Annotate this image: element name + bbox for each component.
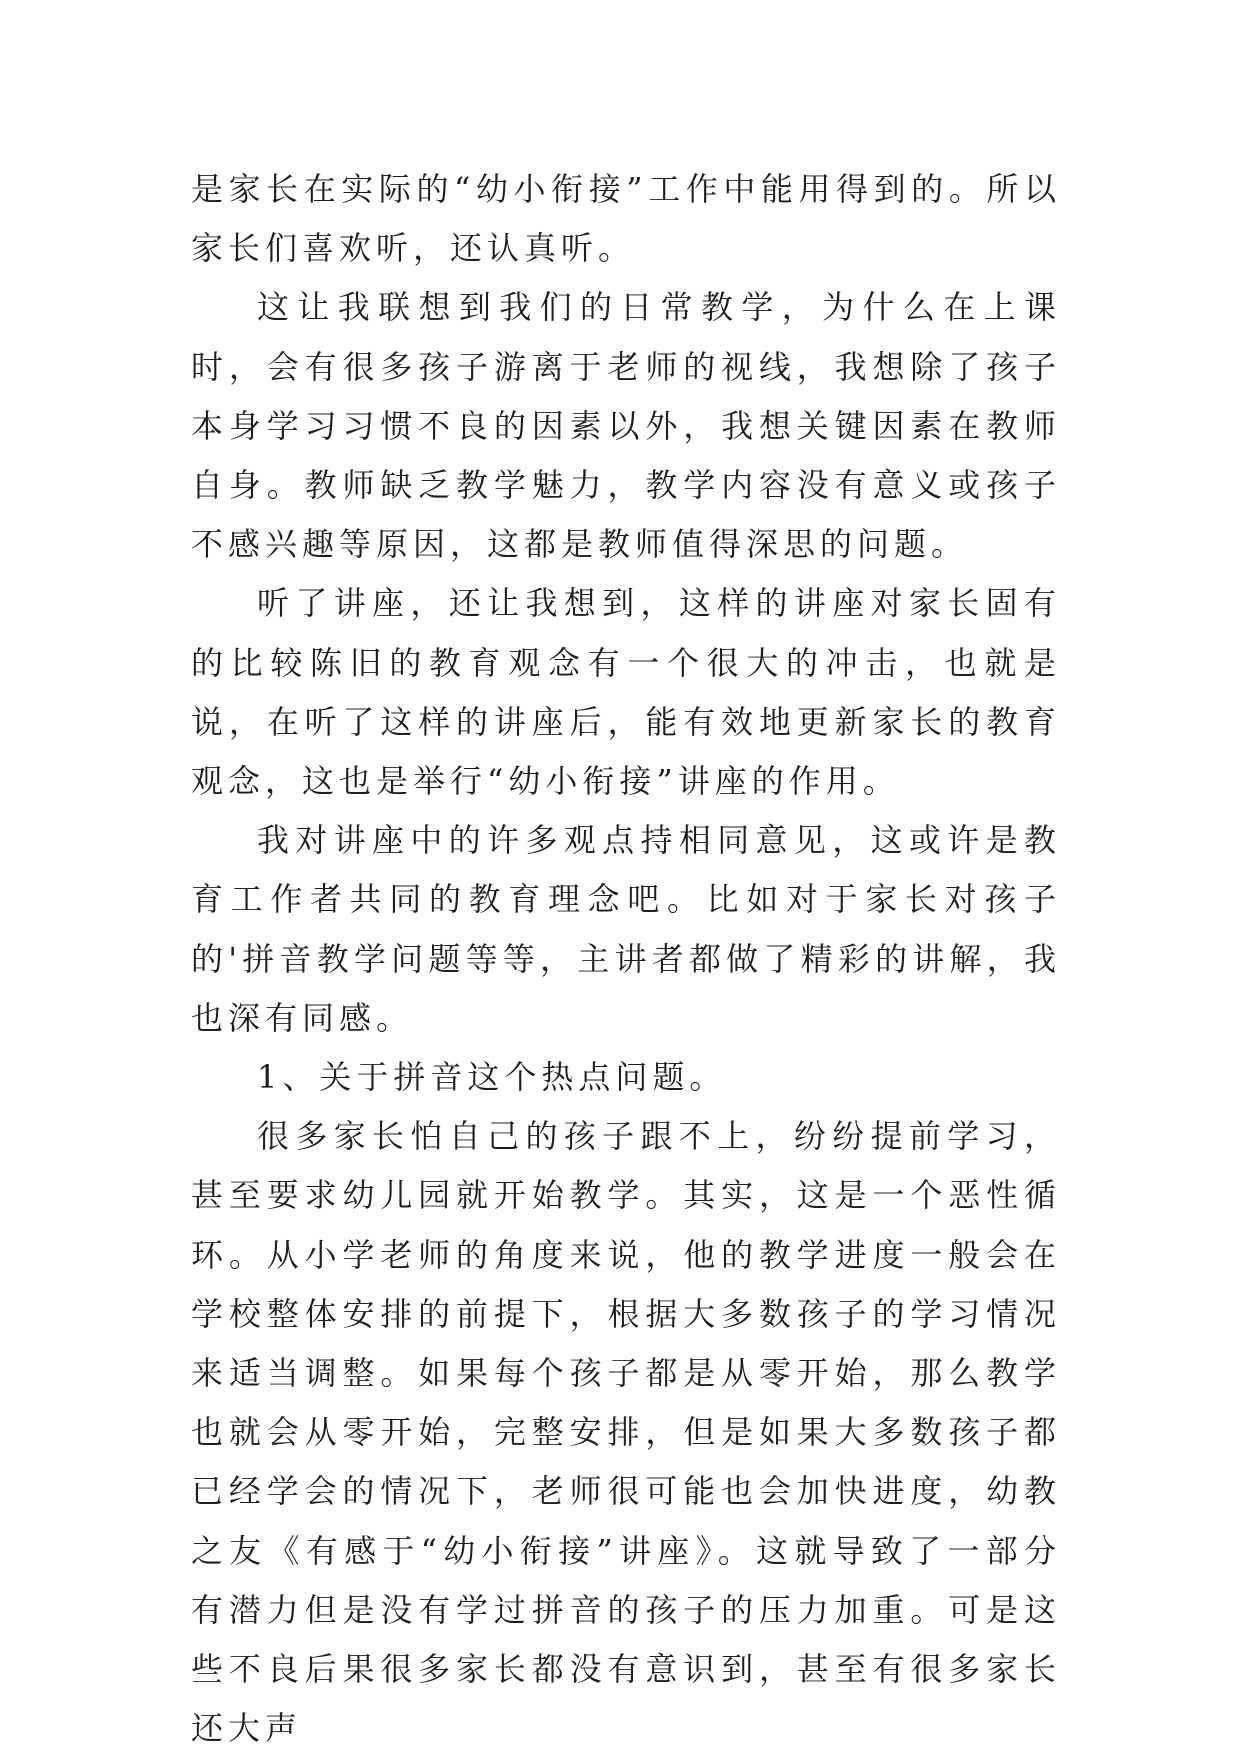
paragraph-1: 是家长在实际的“幼小衔接”工作中能用得到的。所以家长们喜欢听，还认真听。 <box>191 170 1061 268</box>
paragraph-6: 很多家长怕自己的孩子跟不上，纷纷提前学习，甚至要求幼儿园就开始教学。其实，这是一个恶性循环。从小学老师的角度来说，他的教学进度一般会在学校整体安排的前提下，根据大多数孩子的学习情况来适当调整。如果每个孩子都是从零开始，那么教学也就会从零开始，完整安排，但是如果大多数孩子都已经学会的情况下，老师很可能也会加快进度，幼教之友《有感于“幼小衔接”讲座》。这就导致了一部分有潜力但是没有学过拼音的孩子的压力加重。可是这些不良后果很多家长都没有意识到，甚至有很多家长还大声 <box>191 1117 1061 1748</box>
document-body <box>191 160 1061 1758</box>
paragraph-4: 我对讲座中的许多观点持相同意见，这或许是教育工作者共同的教育理念吧。比如对于家长对孩子的'拼音教学问题等等，主讲者都做了精彩的讲解，我也深有同感。 <box>191 821 1061 1037</box>
paragraph-5: 1、关于拼音这个热点问题。 <box>257 1058 727 1097</box>
paragraph-3: 听了讲座，还让我想到，这样的讲座对家长固有的比较陈旧的教育观念有一个很大的冲击，也就是说，在听了这样的讲座后，能有效地更新家长的教育观念，这也是举行“幼小衔接”讲座的作用。 <box>191 584 1061 801</box>
paragraph-2: 这让我联想到我们的日常教学，为什么在上课时，会有很多孩子游离于老师的视线，我想除了孩子本身学习习惯不良的因素以外，我想关键因素在教师自身。教师缺乏教学魅力，教学内容没有意义或孩子不感兴趣等原因，这都是教师值得深思的问题。 <box>191 288 1061 564</box>
